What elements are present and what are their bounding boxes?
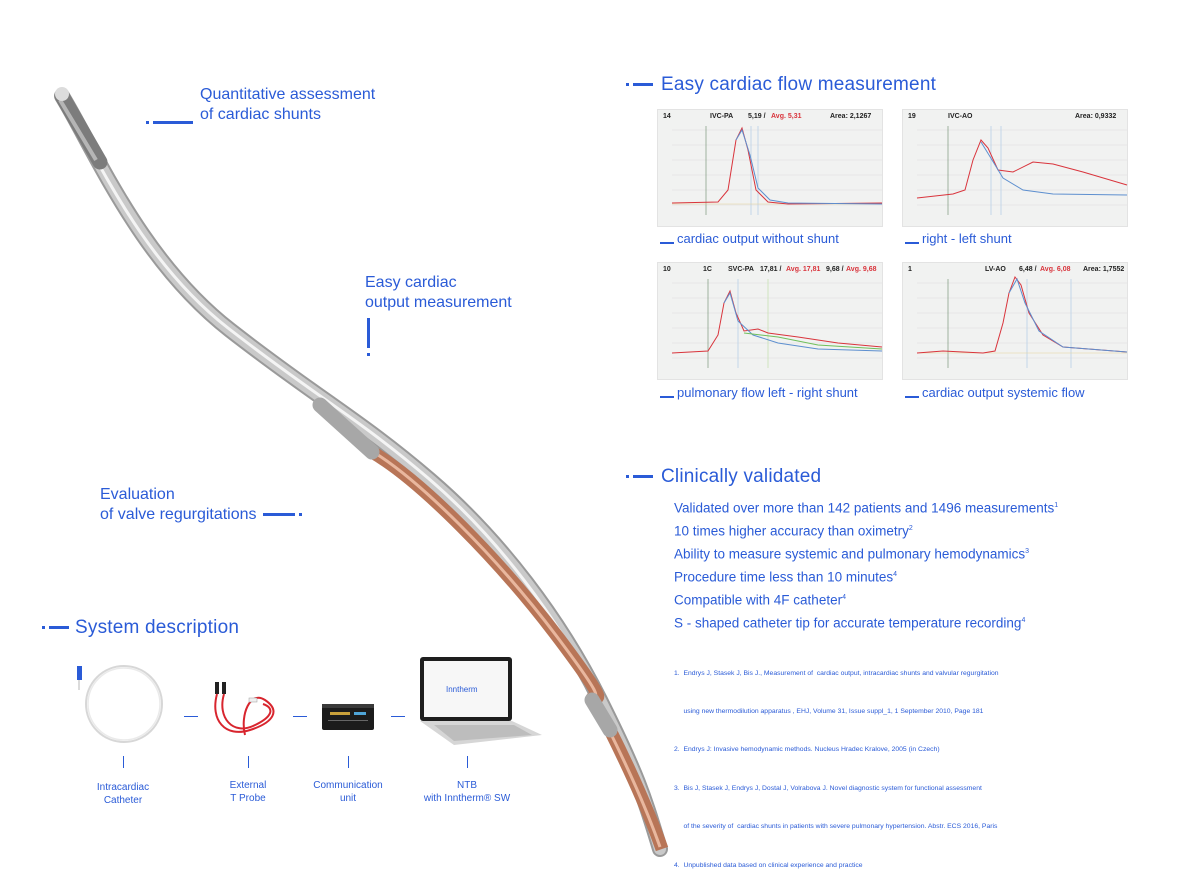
chart-ivc-pa <box>657 109 883 227</box>
clinical-item: 10 times higher accuracy than oximetry$^2$ <box>674 523 913 539</box>
chart1-value: 5,19 / <box>748 113 766 120</box>
chart4-area: Area: 1,7552 <box>1083 266 1125 273</box>
chart2-area: Area: 0,9332 <box>1075 113 1117 120</box>
clinical-item: Validated over more than 142 patients and 1496 measurements$^1$ <box>674 500 1059 516</box>
chart1-id: 14 <box>663 113 671 120</box>
tick-catheter <box>123 756 124 768</box>
chart2-id: 19 <box>908 113 916 120</box>
output-heading: Easy cardiac output measurement <box>365 274 512 311</box>
chart4-value: 6,48 / <box>1019 266 1037 273</box>
clinical-heading: Clinically validated <box>626 466 821 488</box>
reference-line: 4. Unpublished data based on clinical experience and practice <box>674 861 863 869</box>
system-heading: System description <box>42 617 239 639</box>
flow-heading: Easy cardiac flow measurement <box>626 74 936 96</box>
tick-unit <box>348 756 349 768</box>
chart3-caption: pulmonary flow left - right shunt <box>660 385 858 400</box>
intracardiac-catheter-image <box>74 660 174 746</box>
reference-line: of the severity of cardiac shunts in patients with severe pulmonary hypertension. Abstr. ECS 2016, Paris <box>674 823 998 831</box>
clinical-item: S - shaped catheter tip for accurate temperature recording$^4$ <box>674 615 1026 631</box>
component-label-catheter: Intracardiac Catheter <box>96 782 150 806</box>
chart3-value: 17,81 / <box>760 266 782 273</box>
chart3-extra: 1C <box>703 266 712 273</box>
connector-2 <box>293 716 307 717</box>
output-dash <box>367 318 370 360</box>
chart2-name: IVC-AO <box>948 113 973 120</box>
clinical-list <box>674 496 1058 635</box>
chart1-caption: cardiac output without shunt <box>660 231 839 246</box>
references-list <box>674 642 999 885</box>
chart3-name: SVC-PA <box>728 266 754 273</box>
clinical-item: Procedure time less than 10 minutes$^4$ <box>674 569 898 585</box>
component-label-laptop: NTB with Inntherm® SW <box>423 780 511 804</box>
connector-3 <box>391 716 405 717</box>
reference-line: 1. Endrys J, Stasek J, Bis J., Measurement of cardiac output, intracardiac shunts and valvular regurgitation <box>674 669 999 677</box>
component-label-unit: Communication unit <box>313 780 383 804</box>
chart3-value2: 9,68 / <box>826 266 844 273</box>
laptop-image <box>414 655 544 747</box>
chart3-avg2: Avg. 9,68 <box>846 266 877 273</box>
chart4-name: LV-AO <box>985 266 1006 273</box>
chart3-id: 10 <box>663 266 671 273</box>
clinical-item: Ability to measure systemic and pulmonary hemodynamics$^3$ <box>674 546 1030 562</box>
chart1-avg: Avg. 5,31 <box>771 113 802 120</box>
laptop-brand-text: Inntherm <box>446 685 478 694</box>
chart2-caption: right - left shunt <box>905 231 1012 246</box>
chart1-name: IVC-PA <box>710 113 734 120</box>
valve-heading: Evaluation of valve regurgitations <box>100 485 302 525</box>
connector-1 <box>184 716 198 717</box>
reference-line: 2. Endrys J: Invasive hemodynamic methods. Nucleus Hradec Kralove, 2005 (in Czech) <box>674 746 940 754</box>
tick-laptop <box>467 756 468 768</box>
chart-ivc-ao <box>902 109 1128 227</box>
t-probe-image <box>205 680 283 742</box>
reference-line: 3. Bis J, Stasek J, Endrys J, Dostal J, Volrabova J. Novel diagnostic system for functional assessment <box>674 784 982 792</box>
shunts-dash <box>146 114 193 132</box>
reference-line: using new thermodilution apparatus , EHJ, Volume 31, Issue suppl_1, 1 September 2010, Page 181 <box>674 707 984 715</box>
communication-unit-image <box>320 700 376 734</box>
tick-probe <box>248 756 249 768</box>
chart-lv-ao <box>902 262 1128 380</box>
chart4-avg: Avg. 6,08 <box>1040 266 1071 273</box>
chart-svc-pa <box>657 262 883 380</box>
shunts-heading: Quantitative assessment of cardiac shunts <box>200 86 376 123</box>
component-label-probe: External T Probe <box>229 780 267 804</box>
clinical-item: Compatible with 4F catheter$^4$ <box>674 592 846 608</box>
chart4-caption: cardiac output systemic flow <box>905 385 1085 400</box>
chart3-avg: Avg. 17,81 <box>786 266 821 273</box>
chart1-area: Area: 2,1267 <box>830 113 872 120</box>
chart4-id: 1 <box>908 266 912 273</box>
